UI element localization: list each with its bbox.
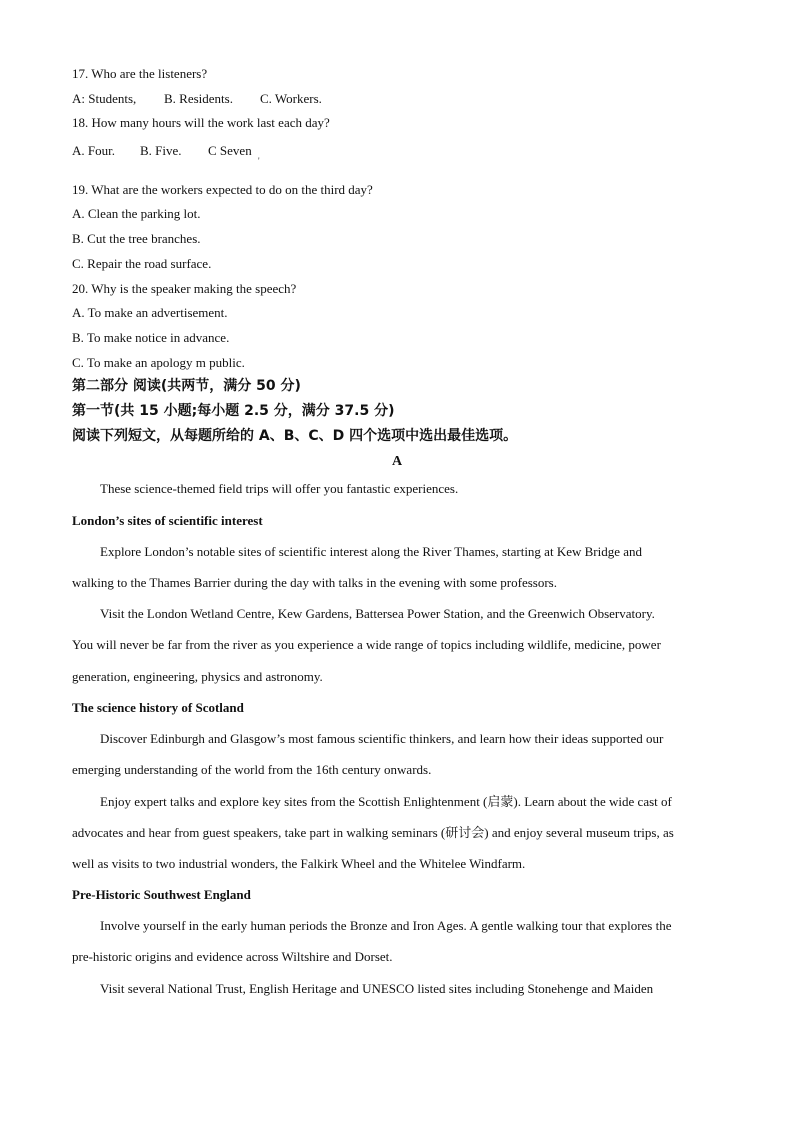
stray-mark: ' <box>258 156 260 166</box>
england-p1-line1: Involve yourself in the early human periods the Bronze and Iron Ages. A gentle walking tour that explores the <box>100 918 672 933</box>
scotland-p1-line1: Discover Edinburgh and Glasgow’s most famous scientific thinkers, and learn how their ideas supported our <box>100 731 664 746</box>
heading-scotland: The science history of Scotland <box>72 700 244 715</box>
london-p1-line1: Explore London’s notable sites of scientific interest along the River Thames, starting at Kew Bridge and <box>100 544 643 559</box>
option-c: C Seven <box>208 143 252 158</box>
scotland-p2-line1: Enjoy expert talks and explore key sites from the Scottish Enlightenment (启蒙). Learn about the wide cast of <box>100 794 672 809</box>
option-a: A. Four. <box>72 143 115 158</box>
question-19-option-b: B. Cut the tree branches. <box>72 231 201 246</box>
england-p1-line2: pre-historic origins and evidence across Wiltshire and Dorset. <box>72 949 393 964</box>
section-sub-title: 第一节(共 15 小题;每小题 2.5 分，满分 37.5 分) <box>72 403 395 419</box>
option-a: A: Students, <box>72 91 137 106</box>
section-part-title: 第二部分 阅读(共两节，满分 50 分) <box>72 378 301 394</box>
london-p2-line2: You will never be far from the river as you experience a wide range of topics including wildlife, medicine, power <box>72 637 661 652</box>
scotland-p1-line2: emerging understanding of the world from the 16th century onwards. <box>72 762 432 777</box>
option-b: B. Five. <box>140 143 182 158</box>
heading-england: Pre-Historic Southwest England <box>72 887 251 902</box>
heading-london: London’s sites of scientific interest <box>72 513 263 528</box>
question-18-stem: 18. How many hours will the work last each day? <box>72 115 330 130</box>
question-17-options <box>72 91 322 107</box>
option-c: C. Workers. <box>260 91 322 106</box>
question-20-option-c: C. To make an apology m public. <box>72 355 245 370</box>
question-17-stem: 17. Who are the listeners? <box>72 66 208 81</box>
london-p2-line1: Visit the London Wetland Centre, Kew Gardens, Battersea Power Station, and the Greenwich Observatory. <box>100 606 655 621</box>
question-20-stem: 20. Why is the speaker making the speech? <box>72 281 297 296</box>
passage-label: A <box>391 454 403 469</box>
question-20-option-b: B. To make notice in advance. <box>72 330 230 345</box>
option-b: B. Residents. <box>164 91 233 106</box>
scotland-p2-line2: advocates and hear from guest speakers, take part in walking seminars (研讨会) and enjoy several museum trips, as <box>72 825 674 840</box>
scotland-p2-line3: well as visits to two industrial wonders, the Falkirk Wheel and the Whitelee Windfarm. <box>72 856 526 871</box>
question-19-option-c: C. Repair the road surface. <box>72 256 212 271</box>
question-19-option-a: A. Clean the parking lot. <box>72 206 201 221</box>
england-p2-line1: Visit several National Trust, English Heritage and UNESCO listed sites including Stonehenge and Maiden <box>100 981 654 996</box>
question-18-options <box>72 143 252 159</box>
london-p2-line3: generation, engineering, physics and astronomy. <box>72 669 323 684</box>
question-20-option-a: A. To make an advertisement. <box>72 305 228 320</box>
london-p1-line2: walking to the Thames Barrier during the day with talks in the evening with some professors. <box>72 575 557 590</box>
passage-intro: These science-themed field trips will offer you fantastic experiences. <box>100 481 459 496</box>
question-19-stem: 19. What are the workers expected to do on the third day? <box>72 182 373 197</box>
section-instruction: 阅读下列短文，从每题所给的 A、B、C、D 四个选项中选出最佳选项。 <box>72 428 518 444</box>
